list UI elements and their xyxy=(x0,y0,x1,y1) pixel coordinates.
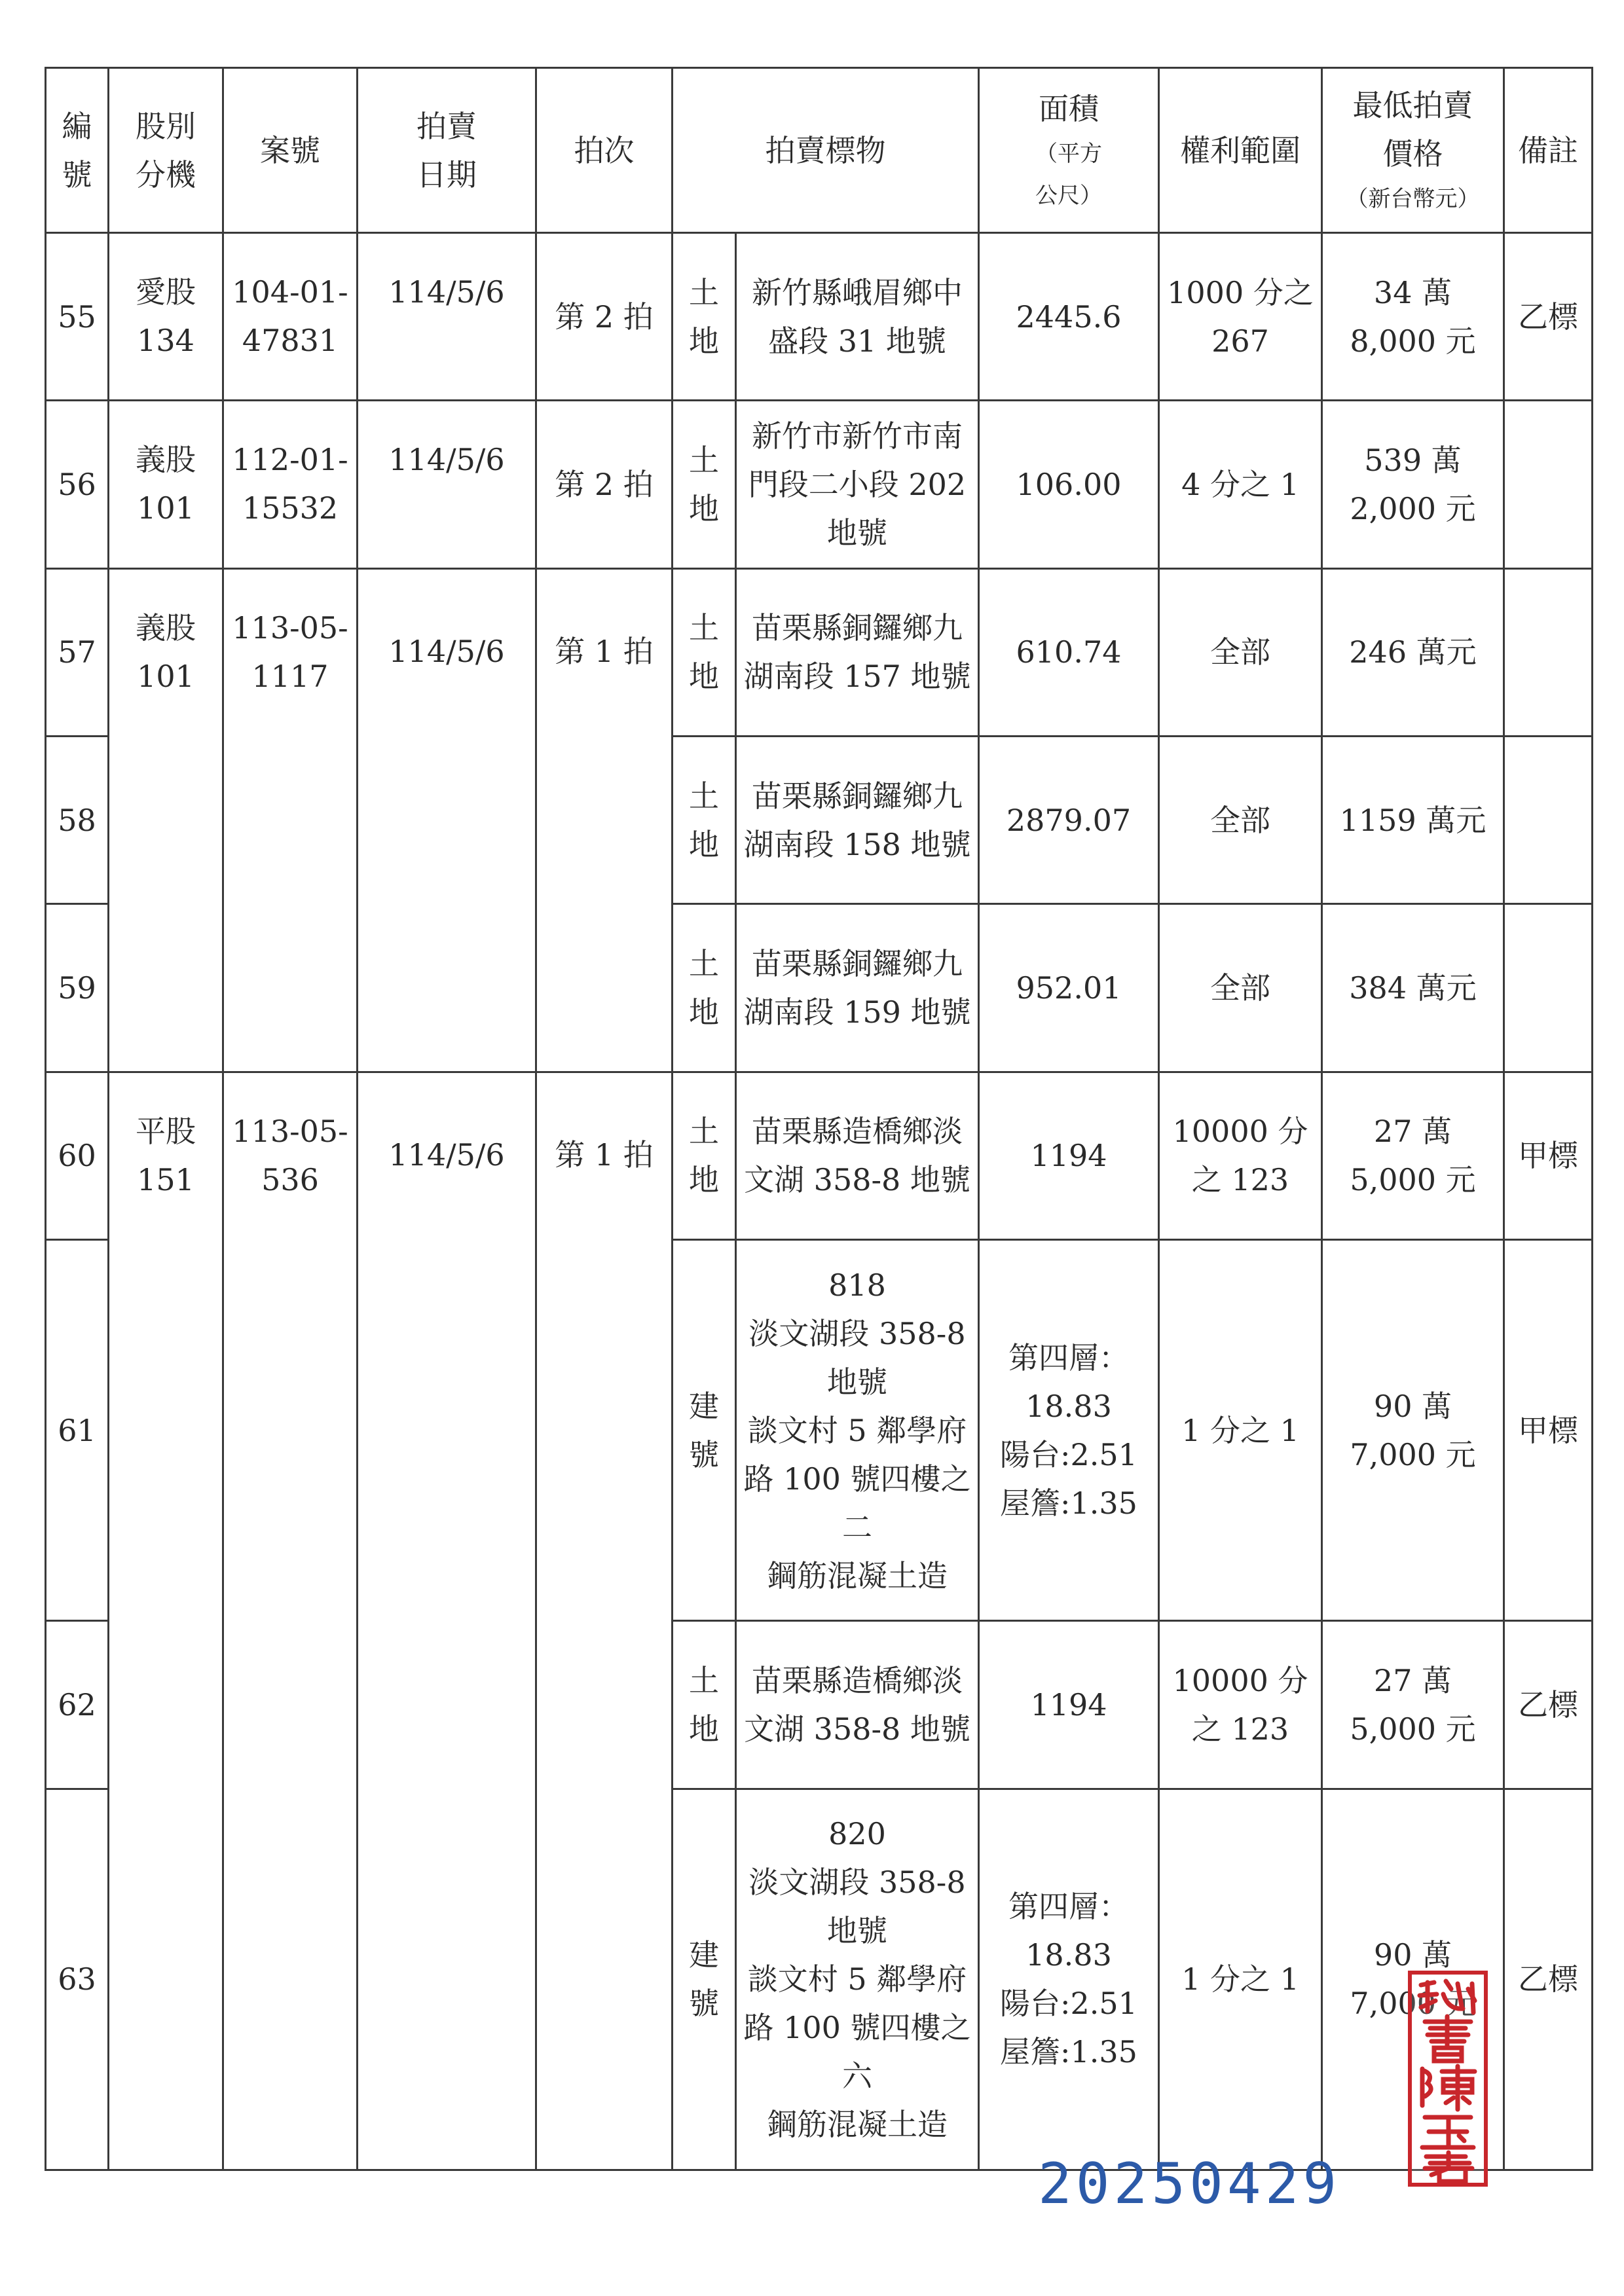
row-item: 818 淡文湖段 358-8 地號 談文村 5 鄰學府 路 100 號四樓之 二 鋼筋混凝土造 xyxy=(736,1240,979,1621)
row-case-no: 112-01- 15532 xyxy=(223,401,358,568)
row-item: 新竹縣峨眉鄉中 盛段 31 地號 xyxy=(736,233,979,401)
row-no: 62 xyxy=(46,1621,109,1789)
header-price: 最低拍賣 價格 （新台幣元） xyxy=(1322,68,1504,233)
row-area: 1194 xyxy=(979,1072,1159,1239)
header-date: 拍賣 日期 xyxy=(358,68,536,233)
row-price: 1159 萬元 xyxy=(1322,737,1504,904)
row-no: 61 xyxy=(46,1240,109,1621)
row-case-no: 113-05- 536 xyxy=(223,1072,358,2170)
header-remark: 備註 xyxy=(1504,68,1593,233)
header-row xyxy=(46,68,1593,233)
row-price: 246 萬元 xyxy=(1322,568,1504,736)
row-no: 58 xyxy=(46,737,109,904)
row-case-no: 113-05- 1117 xyxy=(223,568,358,1072)
row-rights: 10000 分 之 123 xyxy=(1159,1621,1322,1789)
row-area: 第四層： 18.83 陽台:2.51 屋簷:1.35 xyxy=(979,1789,1159,2170)
header-case-no: 案號 xyxy=(223,68,358,233)
row-rights: 1 分之 1 xyxy=(1159,1240,1322,1621)
header-area: 面積 （平方 公尺） xyxy=(979,68,1159,233)
row-rights: 全部 xyxy=(1159,904,1322,1072)
row-item: 苗栗縣銅鑼鄉九 湖南段 157 地號 xyxy=(736,568,979,736)
table-row xyxy=(46,401,1593,568)
row-price: 384 萬元 xyxy=(1322,904,1504,1072)
row-item: 苗栗縣造橋鄉淡 文湖 358-8 地號 xyxy=(736,1072,979,1239)
row-date: 114/5/6 xyxy=(358,1072,536,2170)
row-remark xyxy=(1504,401,1593,568)
row-rights: 1000 分之 267 xyxy=(1159,233,1322,401)
row-area: 106.00 xyxy=(979,401,1159,568)
row-no: 63 xyxy=(46,1789,109,2170)
row-no: 55 xyxy=(46,233,109,401)
row-remark: 甲標 xyxy=(1504,1240,1593,1621)
row-rights: 全部 xyxy=(1159,568,1322,736)
row-price: 90 萬 7,000 元 xyxy=(1322,1789,1504,2170)
row-rights: 4 分之 1 xyxy=(1159,401,1322,568)
row-type: 土 地 xyxy=(673,568,736,736)
row-area: 952.01 xyxy=(979,904,1159,1072)
table-row xyxy=(46,568,1593,736)
row-area: 2445.6 xyxy=(979,233,1159,401)
header-no: 編 號 xyxy=(46,68,109,233)
row-remark: 乙標 xyxy=(1504,233,1593,401)
row-type: 土 地 xyxy=(673,737,736,904)
auction-table xyxy=(45,67,1593,2171)
row-type: 土 地 xyxy=(673,1072,736,1239)
row-no: 60 xyxy=(46,1072,109,1239)
row-item: 苗栗縣造橋鄉淡 文湖 358-8 地號 xyxy=(736,1621,979,1789)
row-type: 土 地 xyxy=(673,904,736,1072)
row-no: 57 xyxy=(46,568,109,736)
table-row xyxy=(46,233,1593,401)
row-division: 平股 151 xyxy=(109,1072,223,2170)
row-price: 34 萬 8,000 元 xyxy=(1322,233,1504,401)
row-remark: 乙標 xyxy=(1504,1621,1593,1789)
row-round: 第 1 拍 xyxy=(536,568,673,1072)
row-type: 土 地 xyxy=(673,401,736,568)
row-remark xyxy=(1504,904,1593,1072)
row-item: 苗栗縣銅鑼鄉九 湖南段 159 地號 xyxy=(736,904,979,1072)
seal-stamp-graphic xyxy=(1412,1975,1484,2183)
header-rights: 權利範圍 xyxy=(1159,68,1322,233)
row-date: 114/5/6 xyxy=(358,233,536,401)
table-row xyxy=(46,1072,1593,1239)
row-item: 820 淡文湖段 358-8 地號 談文村 5 鄰學府 路 100 號四樓之 六 鋼筋混凝土造 xyxy=(736,1789,979,2170)
row-round: 第 2 拍 xyxy=(536,401,673,568)
row-item: 新竹市新竹市南 門段二小段 202 地號 xyxy=(736,401,979,568)
row-no: 56 xyxy=(46,401,109,568)
header-round: 拍次 xyxy=(536,68,673,233)
date-stamp: 20250429 xyxy=(1038,2151,1341,2217)
row-price: 27 萬 5,000 元 xyxy=(1322,1621,1504,1789)
row-remark: 甲標 xyxy=(1504,1072,1593,1239)
row-round: 第 1 拍 xyxy=(536,1072,673,2170)
row-item: 苗栗縣銅鑼鄉九 湖南段 158 地號 xyxy=(736,737,979,904)
row-no: 59 xyxy=(46,904,109,1072)
header-division: 股別 分機 xyxy=(109,68,223,233)
row-area: 610.74 xyxy=(979,568,1159,736)
row-price: 27 萬 5,000 元 xyxy=(1322,1072,1504,1239)
row-rights: 10000 分 之 123 xyxy=(1159,1072,1322,1239)
row-remark xyxy=(1504,737,1593,904)
row-rights: 全部 xyxy=(1159,737,1322,904)
row-price: 90 萬 7,000 元 xyxy=(1322,1240,1504,1621)
row-remark xyxy=(1504,568,1593,736)
row-price: 539 萬 2,000 元 xyxy=(1322,401,1504,568)
row-area: 第四層： 18.83 陽台:2.51 屋簷:1.35 xyxy=(979,1240,1159,1621)
row-division: 義股 101 xyxy=(109,401,223,568)
row-division: 義股 101 xyxy=(109,568,223,1072)
row-date: 114/5/6 xyxy=(358,568,536,1072)
row-rights: 1 分之 1 xyxy=(1159,1789,1322,2170)
row-division: 愛股 134 xyxy=(109,233,223,401)
row-area: 2879.07 xyxy=(979,737,1159,904)
seal-stamp xyxy=(1408,1971,1488,2187)
row-type: 建 號 xyxy=(673,1789,736,2170)
row-case-no: 104-01- 47831 xyxy=(223,233,358,401)
header-object: 拍賣標物 xyxy=(673,68,979,233)
row-type: 土 地 xyxy=(673,233,736,401)
row-area: 1194 xyxy=(979,1621,1159,1789)
row-type: 土 地 xyxy=(673,1621,736,1789)
row-remark: 乙標 xyxy=(1504,1789,1593,2170)
row-type: 建 號 xyxy=(673,1240,736,1621)
row-date: 114/5/6 xyxy=(358,401,536,568)
row-round: 第 2 拍 xyxy=(536,233,673,401)
